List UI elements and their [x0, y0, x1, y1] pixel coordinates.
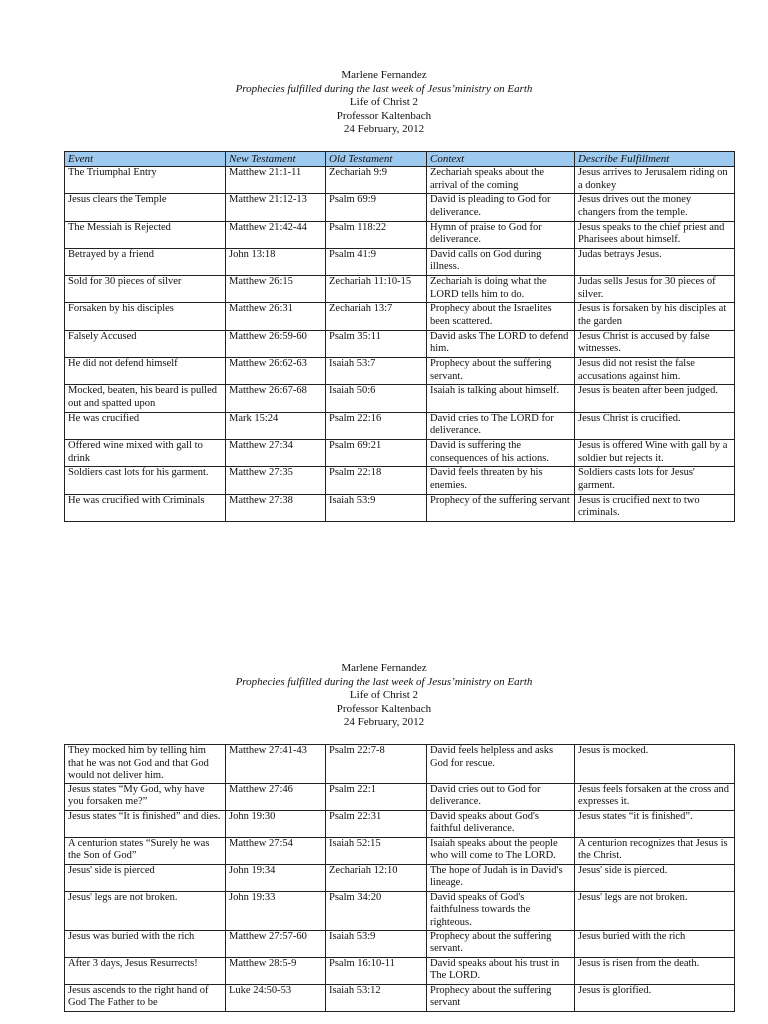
cell-new-testament: Matthew 27:41-43: [226, 745, 326, 784]
cell-fulfillment: Jesus buried with the rich: [575, 930, 735, 957]
cell-context: David cries out to God for deliverance.: [427, 783, 575, 810]
cell-old-testament: Psalm 118:22: [326, 221, 427, 248]
cell-old-testament: Isaiah 53:9: [326, 930, 427, 957]
cell-fulfillment: Jesus Christ is crucified.: [575, 412, 735, 439]
table-row: [65, 330, 735, 357]
cell-old-testament: Psalm 16:10-11: [326, 957, 427, 984]
cell-fulfillment: Jesus Christ is accused by false witnesses.: [575, 330, 735, 357]
document-date: 24 February, 2012: [343, 123, 425, 136]
cell-old-testament: Isaiah 50:6: [326, 385, 427, 412]
cell-old-testament: Psalm 41:9: [326, 248, 427, 275]
cell-new-testament: Matthew 21:12-13: [226, 194, 326, 221]
cell-event: Jesus was buried with the rich: [65, 930, 226, 957]
table-row: [65, 891, 735, 930]
table-row: [65, 358, 735, 385]
column-header-event: Event: [65, 152, 226, 167]
cell-old-testament: Zechariah 11:10-15: [326, 276, 427, 303]
prophecy-table: [64, 151, 735, 522]
cell-old-testament: Psalm 34:20: [326, 891, 427, 930]
cell-event: Mocked, beaten, his beard is pulled out and spatted upon: [65, 385, 226, 412]
cell-context: Prophecy of the suffering servant: [427, 494, 575, 521]
document-header: [0, 69, 768, 137]
cell-context: David feels threaten by his enemies.: [427, 467, 575, 494]
column-header-context: Context: [427, 152, 575, 167]
cell-fulfillment: Judas betrays Jesus.: [575, 248, 735, 275]
cell-new-testament: John 19:33: [226, 891, 326, 930]
cell-fulfillment: Jesus' legs are not broken.: [575, 891, 735, 930]
cell-event: Jesus' side is pierced: [65, 864, 226, 891]
cell-context: Prophecy about the Israelites been scattered.: [427, 303, 575, 330]
cell-event: He was crucified: [65, 412, 226, 439]
table-row: [65, 385, 735, 412]
cell-context: Prophecy about the suffering servant.: [427, 358, 575, 385]
document-header-page-2: [0, 662, 768, 730]
table-row: [65, 957, 735, 984]
cell-old-testament: Isaiah 53:12: [326, 984, 427, 1011]
cell-old-testament: Zechariah 13:7: [326, 303, 427, 330]
cell-new-testament: Matthew 27:46: [226, 783, 326, 810]
cell-new-testament: Matthew 27:57-60: [226, 930, 326, 957]
cell-context: David calls on God during illness.: [427, 248, 575, 275]
cell-old-testament: Psalm 22:1: [326, 783, 427, 810]
table-header-row: [65, 152, 735, 167]
cell-event: Jesus' legs are not broken.: [65, 891, 226, 930]
cell-event: He did not defend himself: [65, 358, 226, 385]
cell-context: David speaks about God's faithful deliverance.: [427, 810, 575, 837]
table-row: [65, 745, 735, 784]
cell-event: Offered wine mixed with gall to drink: [65, 439, 226, 466]
cell-event: Jesus states “My God, why have you forsaken me?”: [65, 783, 226, 810]
cell-new-testament: John 13:18: [226, 248, 326, 275]
table-row: [65, 303, 735, 330]
cell-context: David cries to The LORD for deliverance.: [427, 412, 575, 439]
table-row: [65, 194, 735, 221]
cell-event: Betrayed by a friend: [65, 248, 226, 275]
cell-fulfillment: Jesus did not resist the false accusations against him.: [575, 358, 735, 385]
cell-context: Hymn of praise to God for deliverance.: [427, 221, 575, 248]
document-subtitle: Prophecies fulfilled during the last week of Jesus’ministry on Earth: [235, 82, 533, 95]
cell-event: Falsely Accused: [65, 330, 226, 357]
professor-name: Professor Kaltenbach: [336, 702, 432, 715]
cell-event: Jesus clears the Temple: [65, 194, 226, 221]
cell-old-testament: Psalm 22:31: [326, 810, 427, 837]
cell-old-testament: Psalm 22:18: [326, 467, 427, 494]
cell-fulfillment: A centurion recognizes that Jesus is the Christ.: [575, 837, 735, 864]
cell-event: Jesus ascends to the right hand of God The Father to be: [65, 984, 226, 1011]
cell-context: David speaks about his trust in The LORD.: [427, 957, 575, 984]
table-row: [65, 467, 735, 494]
cell-old-testament: Psalm 22:7-8: [326, 745, 427, 784]
cell-event: He was crucified with Criminals: [65, 494, 226, 521]
cell-old-testament: Isaiah 53:7: [326, 358, 427, 385]
cell-fulfillment: Jesus' side is pierced.: [575, 864, 735, 891]
cell-fulfillment: Jesus drives out the money changers from the temple.: [575, 194, 735, 221]
cell-context: Zechariah is doing what the LORD tells him to do.: [427, 276, 575, 303]
column-header-new-testament: New Testament: [226, 152, 326, 167]
cell-new-testament: Matthew 26:62-63: [226, 358, 326, 385]
cell-fulfillment: Jesus is crucified next to two criminals.: [575, 494, 735, 521]
cell-fulfillment: Jesus is mocked.: [575, 745, 735, 784]
table-row: [65, 167, 735, 194]
cell-fulfillment: Jesus states “it is finished”.: [575, 810, 735, 837]
cell-new-testament: Matthew 27:35: [226, 467, 326, 494]
cell-new-testament: Matthew 26:59-60: [226, 330, 326, 357]
cell-context: Isaiah is talking about himself.: [427, 385, 575, 412]
cell-fulfillment: Jesus is beaten after been judged.: [575, 385, 735, 412]
cell-new-testament: Matthew 21:42-44: [226, 221, 326, 248]
table-row: [65, 783, 735, 810]
cell-fulfillment: Jesus is offered Wine with gall by a soldier but rejects it.: [575, 439, 735, 466]
cell-fulfillment: Jesus is glorified.: [575, 984, 735, 1011]
cell-event: Sold for 30 pieces of silver: [65, 276, 226, 303]
cell-old-testament: Psalm 69:9: [326, 194, 427, 221]
cell-fulfillment: Jesus feels forsaken at the cross and expresses it.: [575, 783, 735, 810]
cell-new-testament: Matthew 27:54: [226, 837, 326, 864]
cell-event: After 3 days, Jesus Resurrects!: [65, 957, 226, 984]
table-row: [65, 837, 735, 864]
cell-fulfillment: Soldiers casts lots for Jesus' garment.: [575, 467, 735, 494]
cell-new-testament: Mark 15:24: [226, 412, 326, 439]
cell-context: David speaks of God's faithfulness towards the righteous.: [427, 891, 575, 930]
table-row: [65, 276, 735, 303]
cell-fulfillment: Jesus arrives to Jerusalem riding on a donkey: [575, 167, 735, 194]
cell-new-testament: Matthew 27:34: [226, 439, 326, 466]
cell-context: David is suffering the consequences of his actions.: [427, 439, 575, 466]
cell-context: Prophecy about the suffering servant: [427, 984, 575, 1011]
course-name: Life of Christ 2: [349, 689, 419, 702]
cell-fulfillment: Jesus is forsaken by his disciples at the garden: [575, 303, 735, 330]
author-name: Marlene Fernandez: [341, 69, 427, 81]
cell-new-testament: Matthew 26:15: [226, 276, 326, 303]
table-row: [65, 248, 735, 275]
cell-event: A centurion states “Surely he was the Son of God”: [65, 837, 226, 864]
cell-new-testament: John 19:34: [226, 864, 326, 891]
table-row: [65, 221, 735, 248]
column-header-old-testament: Old Testament: [326, 152, 427, 167]
cell-context: David feels helpless and asks God for rescue.: [427, 745, 575, 784]
cell-new-testament: John 19:30: [226, 810, 326, 837]
cell-event: Forsaken by his disciples: [65, 303, 226, 330]
cell-event: Jesus states “It is finished” and dies.: [65, 810, 226, 837]
table-row: [65, 864, 735, 891]
cell-new-testament: Matthew 28:5-9: [226, 957, 326, 984]
cell-old-testament: Isaiah 52:15: [326, 837, 427, 864]
cell-context: David asks The LORD to defend him.: [427, 330, 575, 357]
cell-new-testament: Matthew 26:31: [226, 303, 326, 330]
author-name: Marlene Fernandez: [341, 662, 427, 674]
document-date: 24 February, 2012: [343, 716, 425, 729]
cell-fulfillment: Jesus speaks to the chief priest and Pharisees about himself.: [575, 221, 735, 248]
prophecy-table-page-2: [64, 744, 735, 1012]
cell-new-testament: Matthew 27:38: [226, 494, 326, 521]
cell-fulfillment: Jesus is risen from the death.: [575, 957, 735, 984]
cell-event: The Triumphal Entry: [65, 167, 226, 194]
cell-old-testament: Psalm 69:21: [326, 439, 427, 466]
course-name: Life of Christ 2: [349, 96, 419, 109]
cell-old-testament: Isaiah 53:9: [326, 494, 427, 521]
cell-event: They mocked him by telling him that he was not God and that God would not deliver him.: [65, 745, 226, 784]
table-row: [65, 930, 735, 957]
cell-old-testament: Psalm 22:16: [326, 412, 427, 439]
document-subtitle: Prophecies fulfilled during the last week of Jesus’ministry on Earth: [235, 675, 533, 688]
cell-new-testament: Matthew 26:67-68: [226, 385, 326, 412]
cell-fulfillment: Judas sells Jesus for 30 pieces of silver.: [575, 276, 735, 303]
table-row: [65, 439, 735, 466]
professor-name: Professor Kaltenbach: [336, 109, 432, 122]
cell-context: Prophecy about the suffering servant.: [427, 930, 575, 957]
cell-old-testament: Zechariah 9:9: [326, 167, 427, 194]
cell-old-testament: Zechariah 12:10: [326, 864, 427, 891]
table-row: [65, 810, 735, 837]
table-row: [65, 412, 735, 439]
cell-new-testament: Matthew 21:1-11: [226, 167, 326, 194]
cell-context: The hope of Judah is in David's lineage.: [427, 864, 575, 891]
cell-context: Zechariah speaks about the arrival of the coming: [427, 167, 575, 194]
cell-context: Isaiah speaks about the people who will come to The LORD.: [427, 837, 575, 864]
table-row: [65, 984, 735, 1011]
cell-old-testament: Psalm 35:11: [326, 330, 427, 357]
column-header-fulfillment: Describe Fulfillment: [575, 152, 735, 167]
cell-new-testament: Luke 24:50-53: [226, 984, 326, 1011]
table-row: [65, 494, 735, 521]
cell-context: David is pleading to God for deliverance.: [427, 194, 575, 221]
cell-event: The Messiah is Rejected: [65, 221, 226, 248]
cell-event: Soldiers cast lots for his garment.: [65, 467, 226, 494]
